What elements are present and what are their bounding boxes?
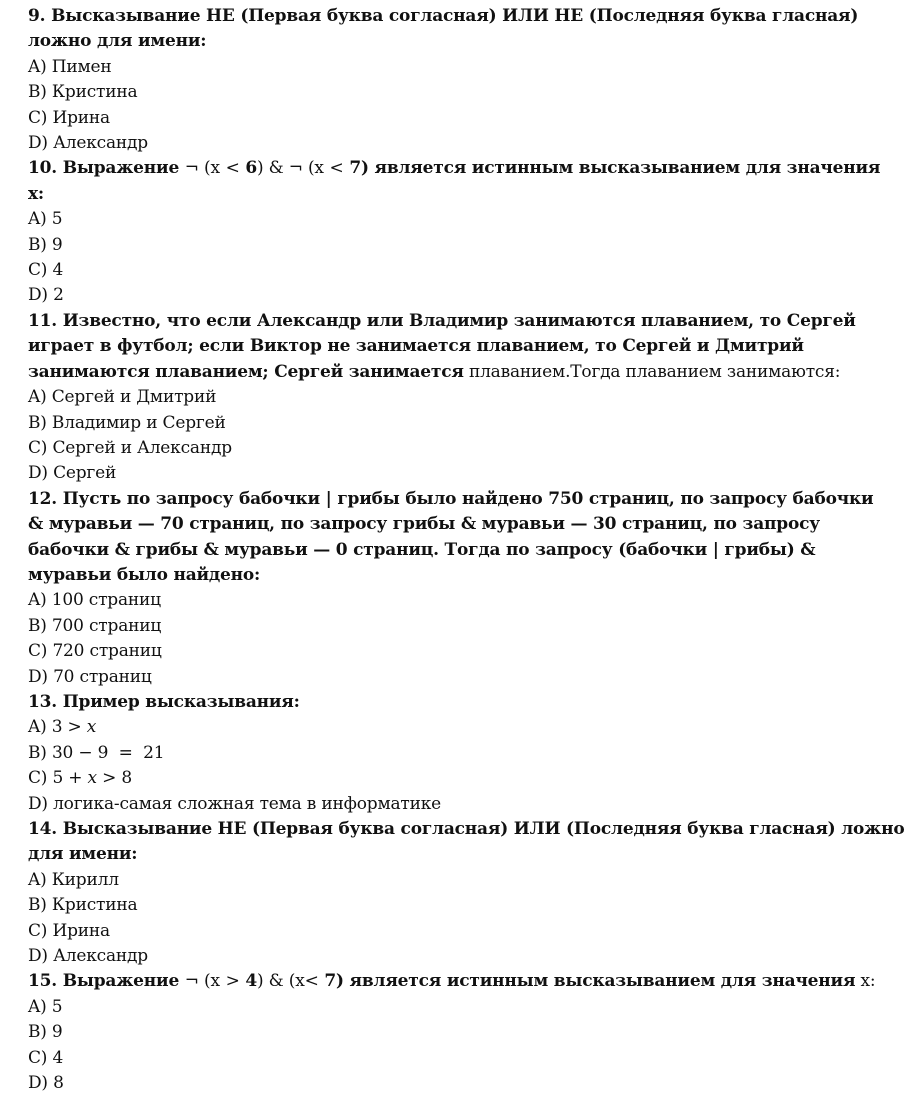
q15-n2: 7 <box>324 971 336 992</box>
q12-option-d: D) 70 страниц <box>28 666 152 687</box>
q15-paren2: (x <box>288 971 305 992</box>
q10-prefix: 10. Выражение <box>28 158 180 179</box>
q12-option-b: B) 700 страниц <box>28 615 162 636</box>
q15-option-b: B) 9 <box>28 1022 63 1043</box>
q10-line1 <box>28 156 881 181</box>
q12-option-c: C) 720 страниц <box>28 641 162 662</box>
q12-line1: 12. Пусть по запросу бабочки | грибы было найдено 750 страниц, по запросу бабочки <box>28 488 874 509</box>
q13-c-label: C) <box>28 768 53 789</box>
q11-line3-bold: занимаются плаванием; Сергей занимается <box>28 361 464 382</box>
q15-suffix: ) является истинным высказыванием для значения <box>336 971 856 992</box>
q11-line1: 11. Известно, что если Александр или Владимир занимаются плаванием, то Сергей <box>28 310 856 331</box>
q11-line2: играет в футбол; если Виктор не занимается плаванием, то Сергей и Дмитрий <box>28 336 804 357</box>
q13-b-expr: 30 − 9 = 21 <box>51 742 165 763</box>
q11-option-b: B) Владимир и Сергей <box>28 412 226 433</box>
q15-n1: 4 <box>245 971 257 992</box>
q10-neg1: ¬ (x <box>184 158 220 179</box>
q13-line1: 13. Пример высказывания: <box>28 691 300 712</box>
q15-option-a: A) 5 <box>28 996 63 1017</box>
q14-line1: 14. Высказывание НЕ (Первая буква согласная) ИЛИ (Последняя буква гласная) ложно <box>28 819 905 839</box>
q13-option-c <box>28 766 792 791</box>
q15-xcolon: x: <box>855 971 876 992</box>
q9-line2: ложно для имени: <box>28 31 207 52</box>
q12-option-a: A) 100 страниц <box>28 590 161 611</box>
q10-lt2: < <box>329 158 344 179</box>
q12-line3: бабочки & грибы & муравьи — 0 страниц. Тогда по запросу (бабочки | грибы) & <box>28 539 816 560</box>
q10-suffix: ) является истинным высказыванием для значения <box>360 158 881 179</box>
q10-lt1: < <box>225 158 240 179</box>
q13-b-label: B) <box>28 742 52 763</box>
q13-a-label: A) <box>28 717 52 738</box>
q10-n2: 7 <box>349 158 361 179</box>
q13-c-expr: 5 + 𝑥 > 8 <box>52 768 132 789</box>
q11-option-a: A) Сергей и Дмитрий <box>28 387 217 408</box>
q12-line2: & муравьи — 70 страниц, по запросу грибы & муравьи — 30 страниц, по запросу <box>28 514 820 535</box>
q14-option-b: B) Кристина <box>28 895 138 916</box>
q13-option-b <box>28 741 792 766</box>
q15-neg: ¬ (x <box>184 971 220 992</box>
q15-prefix: 15. Выражение <box>28 971 180 992</box>
q14-option-c: C) Ирина <box>28 920 110 941</box>
q15-lt: < <box>304 971 319 992</box>
q9-line1: 9. Высказывание НЕ (Первая буква согласная) ИЛИ НЕ (Последняя буква гласная) <box>28 6 859 26</box>
q10-mid: ) & ¬ (x <box>256 158 324 179</box>
q10-option-b: B) 9 <box>28 234 63 255</box>
q12-line4: муравьи было найдено: <box>28 564 261 585</box>
q13-option-a <box>28 715 792 740</box>
q13-option-d: D) логика-самая сложная тема в информатике <box>28 793 442 814</box>
q10-option-c: C) 4 <box>28 260 64 281</box>
q10-n1: 6 <box>245 158 257 179</box>
q15-option-d: D) 8 <box>28 1073 64 1094</box>
q14-line2: для имени: <box>28 844 138 865</box>
q13-a-expr: 3 > 𝑥 <box>51 717 97 738</box>
q11-line3 <box>28 360 841 385</box>
q11-option-d: D) Сергей <box>28 463 117 484</box>
q9-option-b: B) Кристина <box>28 82 138 103</box>
q10-option-d: D) 2 <box>28 285 64 306</box>
q14-option-d: D) Александр <box>28 946 148 967</box>
q15-gt: > <box>225 971 240 992</box>
q14-option-a: A) Кирилл <box>28 869 119 890</box>
q10-line2: x: <box>28 183 45 204</box>
q9-option-c: C) Ирина <box>28 107 110 128</box>
q11-option-c: C) Сергей и Александр <box>28 437 232 458</box>
q15-line1 <box>28 969 876 994</box>
q15-option-c: C) 4 <box>28 1047 64 1068</box>
q10-option-a: A) 5 <box>28 209 63 230</box>
q9-option-a: A) Пимен <box>28 56 112 77</box>
q11-line3-normal: плаванием.Тогда плаванием занимаются: <box>463 361 841 382</box>
q9-option-d: D) Александр <box>28 133 148 154</box>
q15-mid: ) & <box>256 971 289 992</box>
